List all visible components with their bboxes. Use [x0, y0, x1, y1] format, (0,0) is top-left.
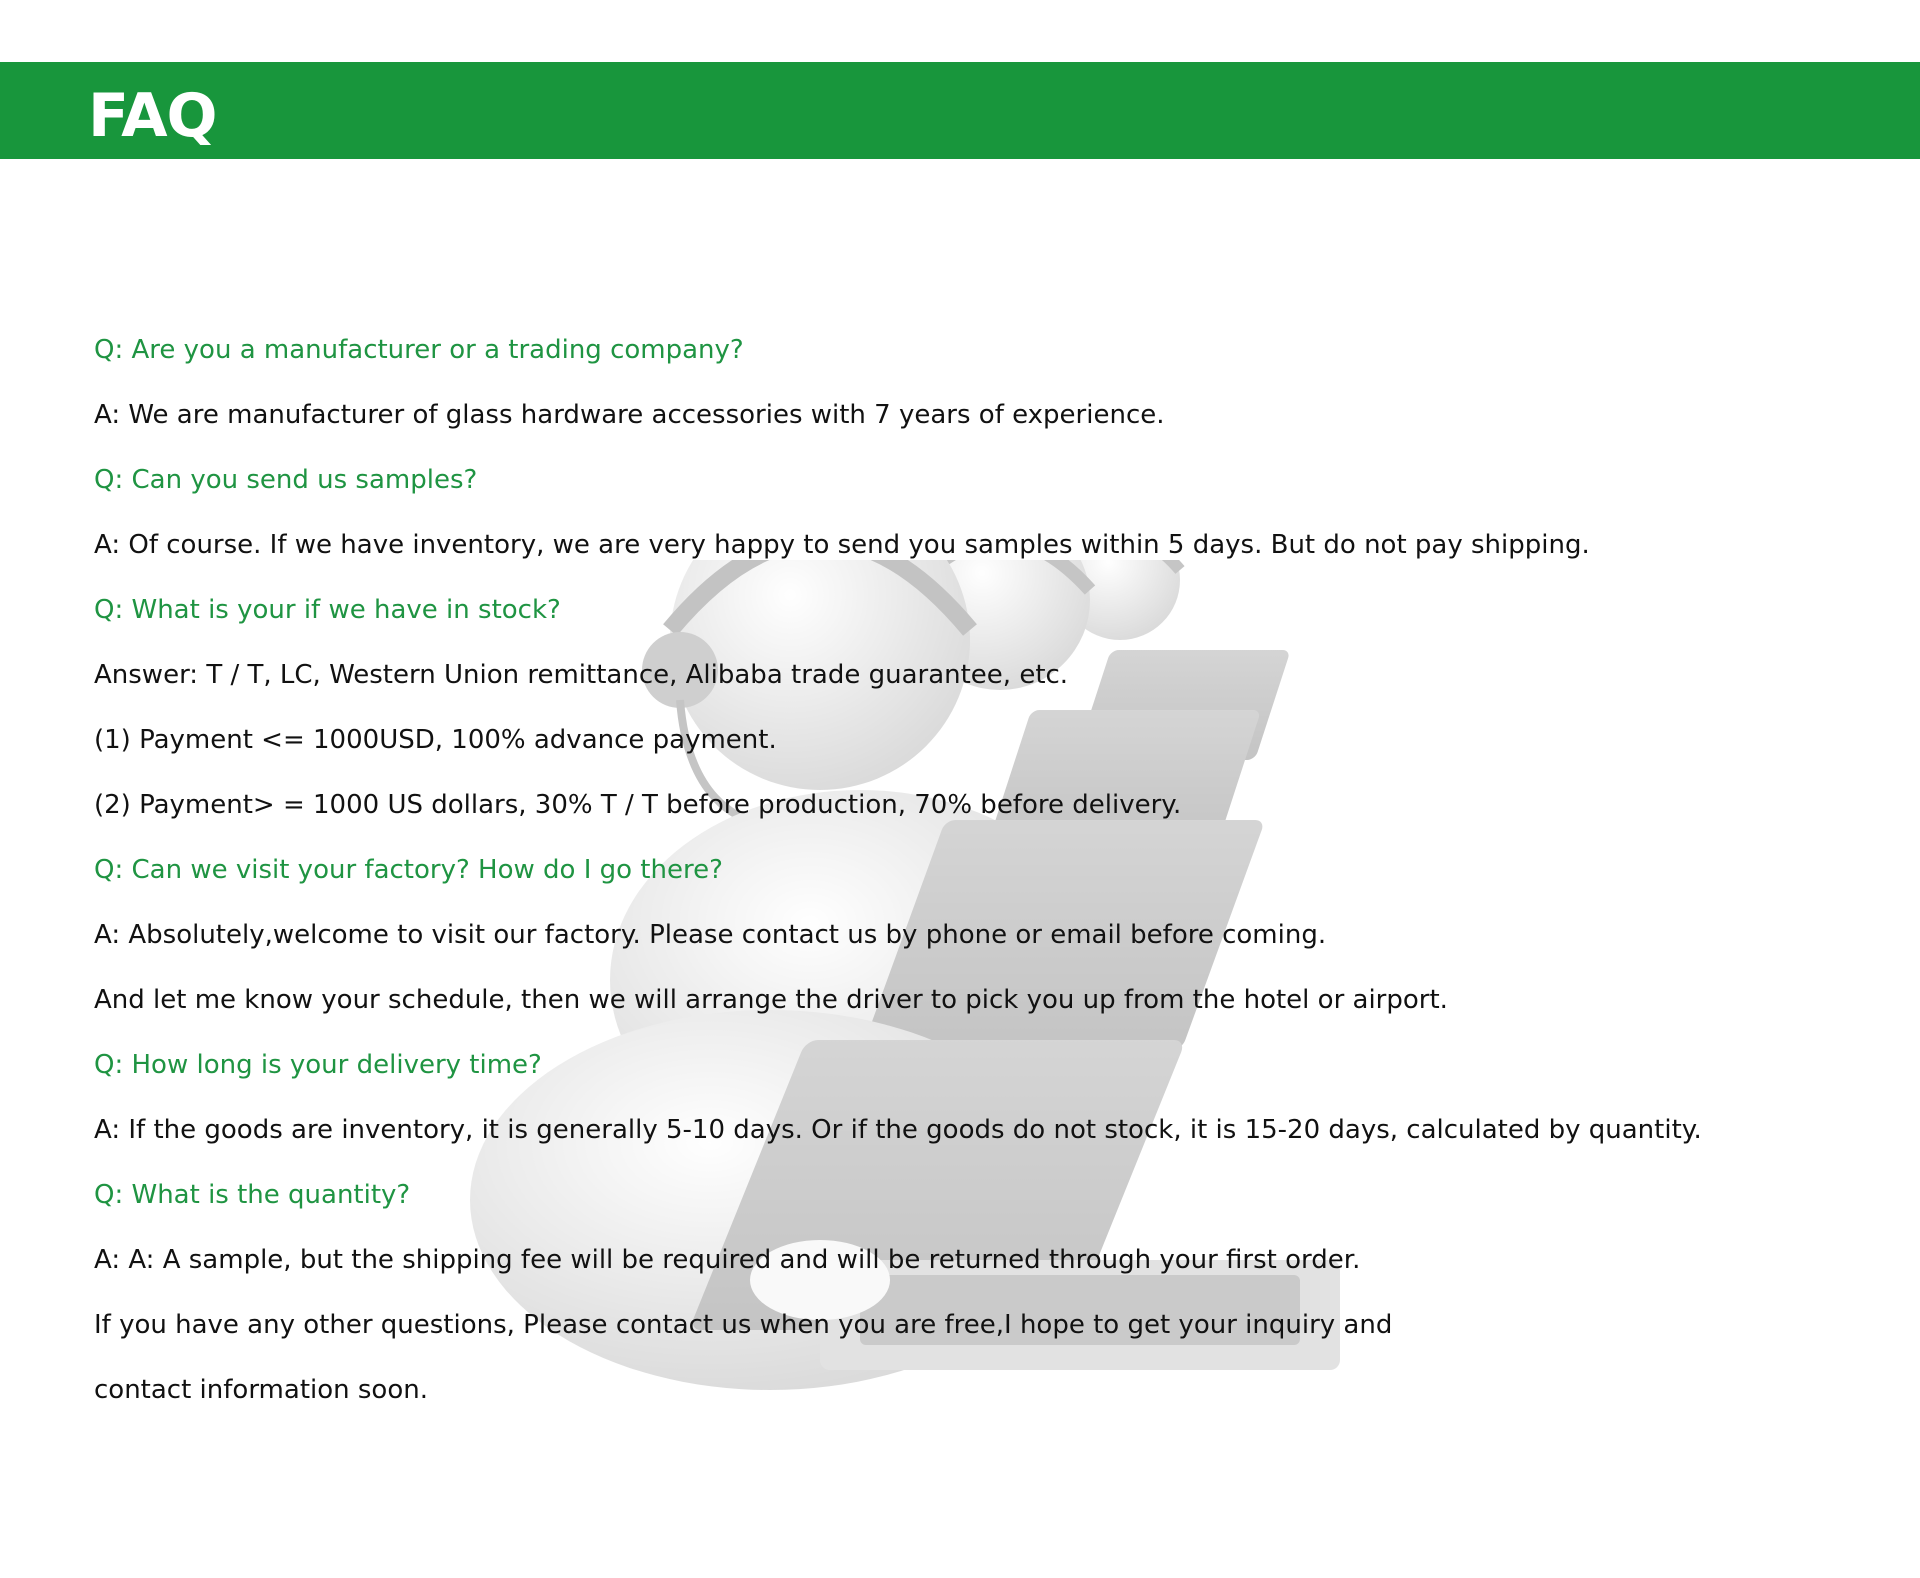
faq-list	[94, 318, 1874, 1423]
faq-answer: contact information soon.	[94, 1375, 428, 1405]
faq-answer: A: Absolutely,welcome to visit our factory. Please contact us by phone or email before coming.	[94, 920, 1327, 950]
faq-answer: (2) Payment> = 1000 US dollars, 30% T / T before production, 70% before delivery.	[94, 790, 1182, 820]
faq-question: Q: Can we visit your factory? How do I go there?	[94, 855, 723, 885]
faq-question: Q: Are you a manufacturer or a trading company?	[94, 335, 744, 365]
faq-question: Q: How long is your delivery time?	[94, 1050, 542, 1080]
header-bar	[0, 62, 1920, 159]
faq-answer: A: A: A sample, but the shipping fee will be required and will be returned through your first order.	[94, 1245, 1361, 1275]
faq-answer: Answer: T / T, LC, Western Union remittance, Alibaba trade guarantee, etc.	[94, 660, 1069, 690]
faq-answer: If you have any other questions, Please contact us when you are free,I hope to get your inquiry and	[94, 1310, 1393, 1340]
faq-answer: A: Of course. If we have inventory, we are very happy to send you samples within 5 days. But do not pay shipping.	[94, 530, 1590, 560]
faq-answer: And let me know your schedule, then we will arrange the driver to pick you up from the hotel or airport.	[94, 985, 1448, 1015]
page-title: FAQ	[88, 81, 217, 151]
faq-answer: (1) Payment <= 1000USD, 100% advance payment.	[94, 725, 777, 755]
faq-question: Q: Can you send us samples?	[94, 465, 478, 495]
faq-question: Q: What is your if we have in stock?	[94, 595, 561, 625]
faq-answer: A: We are manufacturer of glass hardware accessories with 7 years of experience.	[94, 400, 1165, 430]
faq-answer: A: If the goods are inventory, it is generally 5-10 days. Or if the goods do not stock, it is 15-20 days, calculated by quantity.	[94, 1115, 1702, 1145]
faq-question: Q: What is the quantity?	[94, 1180, 411, 1210]
